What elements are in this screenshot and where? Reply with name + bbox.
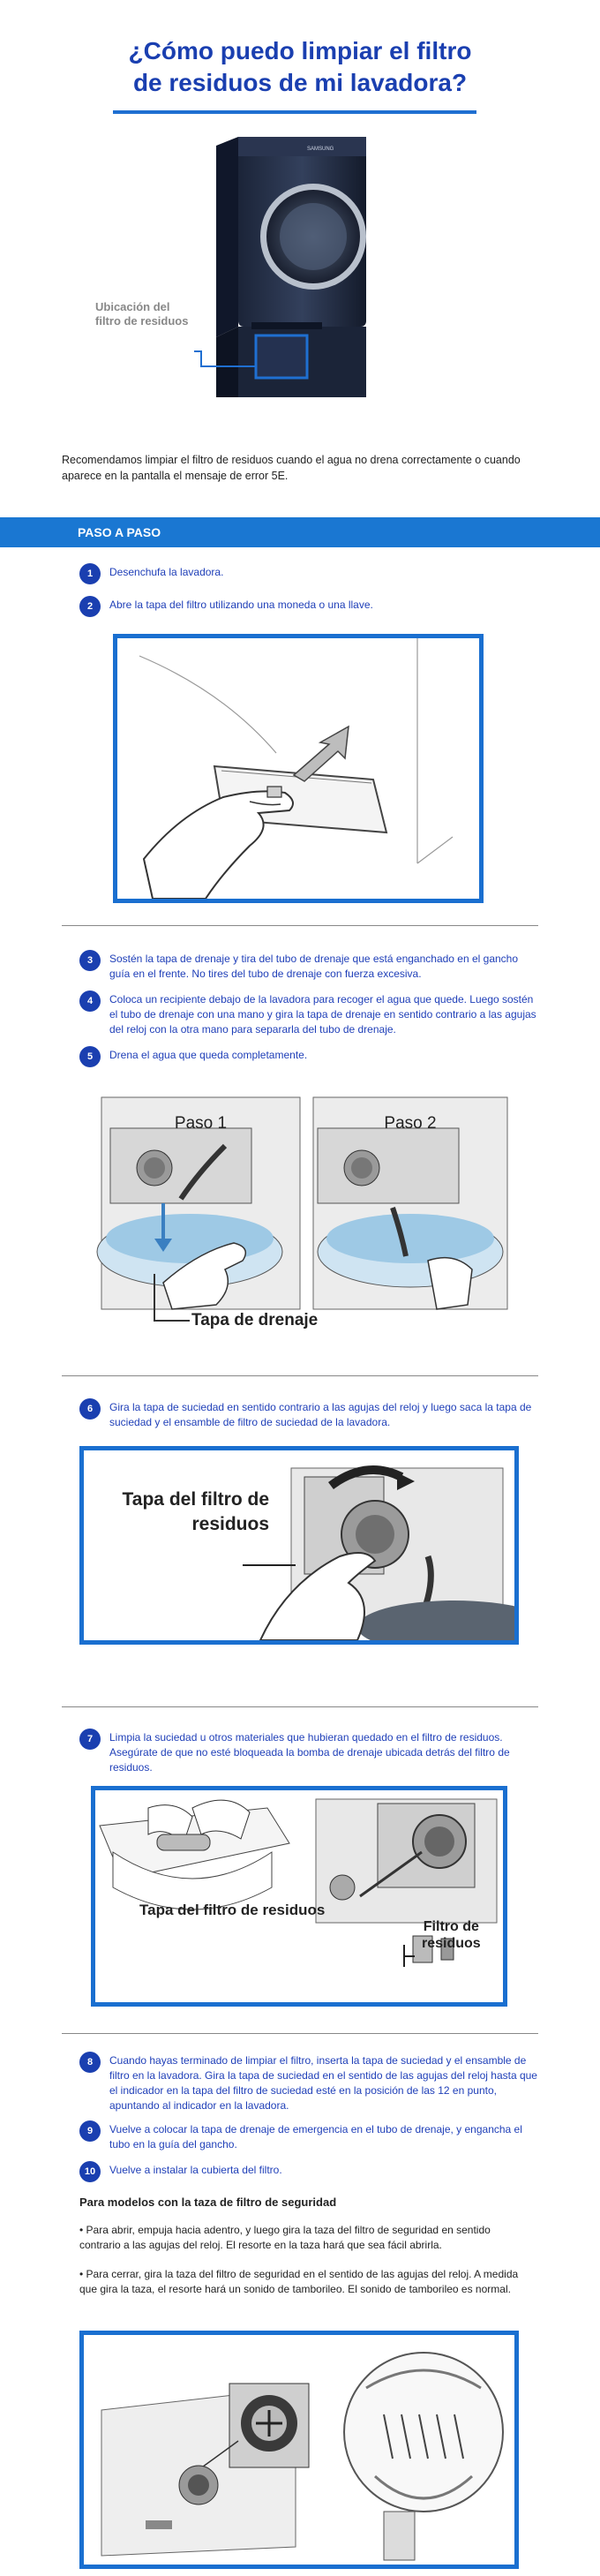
step-9	[79, 2122, 538, 2152]
step-number: 5	[79, 1046, 101, 1067]
section-divider	[62, 925, 538, 926]
step-text: Desenchufa la lavadora.	[109, 566, 224, 578]
step-8	[79, 2053, 538, 2113]
step-number: 1	[79, 563, 101, 584]
step-6	[79, 1400, 538, 1430]
step-7	[79, 1730, 538, 1775]
step-number: 7	[79, 1729, 101, 1750]
step-text: Sostén la tapa de drenaje y tira del tubo de drenaje que está enganchado en el gancho guía en el frente. No tires del tubo de drenaje con fuerza excesiva.	[109, 953, 519, 980]
step-3	[79, 952, 538, 982]
brand-text: SAMSUNG	[307, 147, 334, 152]
step-text: Abre la tapa del filtro utilizando una moneda o una llave.	[109, 599, 373, 611]
figure-safety-filter-cup	[79, 2331, 519, 2569]
step-5	[79, 1048, 538, 1063]
step-1-label: Paso 1	[174, 1114, 228, 1133]
figure-clean-filter	[91, 1786, 507, 2007]
step-number: 3	[79, 950, 101, 971]
step-text: Limpia la suciedad u otros materiales que hubieran quedado en el filtro de residuos. Asegúrate de que no esté bloqueada la bomba de drenaje ubicada detrás del filtro de residuos.	[109, 1731, 510, 1774]
step-4	[79, 992, 538, 1037]
filter-cap-label: Tapa del filtro de residuos	[139, 1902, 326, 1918]
step-text: Drena el agua que queda completamente.	[109, 1049, 308, 1061]
intro-text: Recomendamos limpiar el filtro de residuos cuando el agua no drena correctamente o cuando aparece en la pantalla el mensaje de error 5E.	[62, 454, 521, 482]
section-divider	[62, 1706, 538, 1707]
title-underline	[113, 110, 476, 114]
drain-cap-label: Tapa de drenaje	[191, 1311, 319, 1329]
filter-cap-label: Tapa del filtro de residuos	[122, 1489, 269, 1534]
step-number: 8	[79, 2052, 101, 2073]
step-10	[79, 2163, 538, 2178]
step-number: 2	[79, 596, 101, 617]
section-divider	[62, 2033, 538, 2034]
note-close: • Para cerrar, gira la taza del filtro de seguridad en el sentido de las agujas del reloj. A medida que gira la taza, el resorte hará un sonido de tamborileo. El sonido de tamborileo es normal.	[79, 2268, 519, 2295]
filter-location-label: Ubicación del filtro de residuos	[95, 300, 189, 328]
step-number: 4	[79, 990, 101, 1012]
step-text: Vuelve a instalar la cubierta del filtro.	[109, 2164, 282, 2176]
step-2	[79, 598, 538, 613]
figure-remove-filter-cap	[79, 1446, 519, 1645]
page-title: ¿Cómo puedo limpiar el filtro de residuos de mi lavadora?	[128, 37, 472, 96]
washer-illustration	[0, 132, 600, 397]
step-2-label: Paso 2	[384, 1114, 437, 1133]
filter-label: Filtro de residuos	[422, 1919, 481, 1951]
step-text: Cuando hayas terminado de limpiar el filtro, inserta la tapa de suciedad y el ensamble de filtro en la lavadora. Gira la tapa de suciedad en el sentido de las agujas del reloj hasta que el indicador en la tapa del filtro de suciedad esté en la posición de las 12 en punto, apuntando al indicador en la lavadora.	[109, 2054, 537, 2112]
step-1	[79, 565, 538, 580]
step-number: 10	[79, 2161, 101, 2182]
step-number: 9	[79, 2120, 101, 2142]
step-number: 6	[79, 1398, 101, 1420]
note-open: • Para abrir, empuja hacia adentro, y luego gira la taza del filtro de seguridad en sentido contrario a las agujas del reloj. El resorte en la taza hará que sea fácil abrirla.	[79, 2224, 491, 2251]
figure-open-filter-cover	[113, 634, 484, 903]
section-divider	[62, 1375, 538, 1376]
step-text: Vuelve a colocar la tapa de drenaje de emergencia en el tubo de drenaje, y engancha el tubo en la guía del gancho.	[109, 2123, 522, 2150]
step-text: Coloca un recipiente debajo de la lavadora para recoger el agua que quede. Luego sostén el tubo de drenaje con una mano y gira la tapa de drenaje en sentido contrario a las agujas del reloj con la otra mano para separarla del tubo de drenaje.	[109, 993, 536, 1036]
figure-drain-water	[93, 1093, 512, 1354]
safety-filter-heading: Para modelos con la taza de filtro de seguridad	[79, 2196, 337, 2209]
step-by-step-banner: PASO A PASO	[0, 517, 600, 547]
step-text: Gira la tapa de suciedad en sentido contrario a las agujas del reloj y luego saca la tapa de suciedad y el ensamble de filtro de suciedad de la lavadora.	[109, 1401, 532, 1428]
